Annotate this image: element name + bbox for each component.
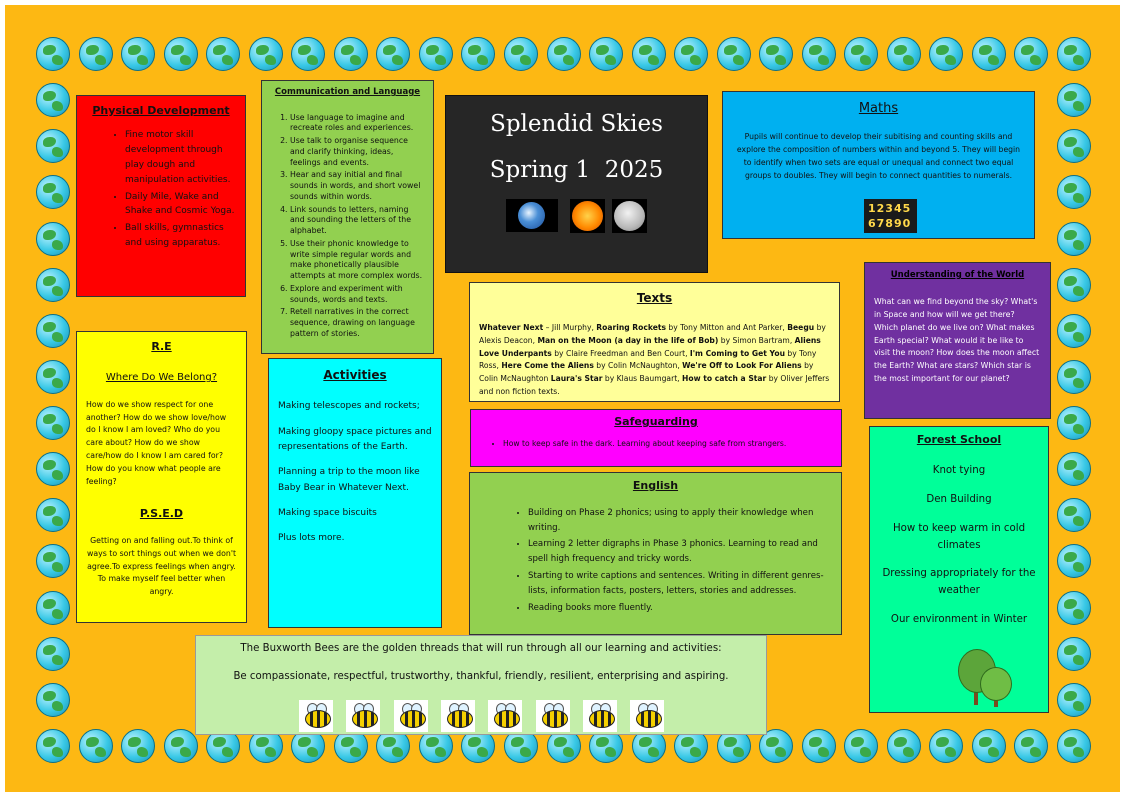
book-detail: by Klaus Baumgart,	[602, 374, 683, 384]
communication-list	[270, 113, 425, 340]
maths-box	[722, 91, 1035, 239]
globe-icon	[1057, 129, 1091, 163]
tree-icon	[950, 649, 1016, 709]
english-title: English	[632, 479, 679, 492]
bee-icon	[583, 700, 617, 732]
list-item: Plus lots more.	[278, 533, 345, 544]
globe-icon	[1057, 360, 1091, 394]
page-subtitle: Spring 1 2025	[489, 157, 664, 184]
globe-icon	[1057, 268, 1091, 302]
re-text: How do we show respect for one another? How do we show love/how do I know I am loved? Who do you care about? How do we show care/how do I know I am cared for? How do you know what people are feeling?	[86, 399, 227, 486]
physical-development-box	[76, 95, 246, 297]
globe-icon	[1014, 729, 1048, 763]
forest-title: Forest School	[916, 433, 1002, 446]
globe-icon	[1057, 222, 1091, 256]
globe-icon	[36, 452, 70, 486]
communication-box	[261, 80, 434, 354]
list-item: Making gloopy space pictures and representations of the Earth.	[278, 426, 432, 452]
globe-icon	[121, 37, 155, 71]
safeguarding-list	[481, 439, 831, 450]
globe-icon	[972, 729, 1006, 763]
globe-icon	[36, 129, 70, 163]
texts-list	[479, 322, 830, 399]
book-title: Aliens Love Underpants	[479, 335, 821, 358]
psed-text: Getting on and falling out.To think of ways to sort things out when we don't agree.To express feelings when angry. To make myself feel better when angry.	[86, 535, 237, 597]
globe-icon	[589, 37, 623, 71]
globe-icon	[1057, 83, 1091, 117]
book-title: Beegu	[787, 323, 815, 333]
bee-icon	[441, 700, 475, 732]
book-title: We're Off to Look For Aliens	[682, 361, 802, 371]
globe-icon	[929, 729, 963, 763]
list-item: 1. Use language to imagine and recreate roles and experiences.	[290, 113, 425, 135]
earth-image	[506, 199, 558, 232]
list-item: • Starting to write captions and sentences. Writing in different genres- lists, information facts, posters, letters, stories and addresses.	[528, 569, 829, 599]
book-title: Man on the Moon (a day in the life of Bob)	[537, 335, 719, 345]
list-item: • Daily Mile, Wake and Shake and Cosmic Yoga.	[125, 190, 235, 220]
globe-icon	[36, 729, 70, 763]
globe-icon	[36, 591, 70, 625]
book-detail: by Colin McNaughton	[479, 361, 814, 384]
list-item: Making space biscuits	[278, 507, 377, 518]
bees-box	[195, 635, 767, 735]
globe-icon	[164, 37, 198, 71]
safeguarding-title: Safeguarding	[614, 415, 698, 428]
book-title: I'm Coming to Get You	[689, 348, 785, 358]
globe-icon	[1057, 498, 1091, 532]
globe-icon	[36, 544, 70, 578]
globe-icon	[79, 729, 113, 763]
physical-list	[87, 128, 235, 251]
bees-line2: Be compassionate, respectful, trustworthy, thankful, friendly, resilient, enterprising and aspiring.	[233, 671, 729, 683]
texts-title: Texts	[636, 291, 673, 305]
globe-icon	[887, 37, 921, 71]
book-detail: by Alexis Deacon,	[479, 323, 826, 345]
list-item: Making telescopes and rockets;	[278, 401, 420, 412]
forest-school-box	[869, 426, 1049, 713]
page-title: Splendid Skies	[490, 111, 663, 137]
world-title: Understanding of the World	[890, 270, 1025, 280]
globe-icon	[632, 37, 666, 71]
sun-image	[570, 199, 605, 233]
list-item: 7. Retell narratives in the correct sequence, drawing on language pattern of stories.	[290, 307, 425, 339]
list-item: 2. Use talk to organise sequence and clarify thinking, ideas, feelings and events.	[290, 136, 425, 168]
globe-icon	[759, 37, 793, 71]
globe-icon	[844, 37, 878, 71]
globe-icon	[1057, 729, 1091, 763]
list-item: Planning a trip to the moon like Baby Bear in Whatever Next.	[278, 467, 420, 493]
globe-icon	[249, 37, 283, 71]
list-item: • Learning 2 letter digraphs in Phase 3 phonics. Learning to read and spell high frequency and tricky words.	[528, 537, 829, 567]
numbers-image: 1234567890	[864, 199, 917, 233]
safeguarding-box	[470, 409, 842, 467]
list-item: 3. Hear and say initial and final sounds in words, and short vowel sounds within words.	[290, 170, 425, 202]
globe-icon	[36, 83, 70, 117]
globe-icon	[419, 37, 453, 71]
globe-icon	[717, 37, 751, 71]
book-title: Here Come the Aliens	[501, 361, 594, 371]
globe-icon	[929, 37, 963, 71]
bees-line1: The Buxworth Bees are the golden threads that will run through all our learning and activities:	[240, 643, 722, 654]
list-item: • Fine motor skill development through play dough and manipulation activities.	[125, 128, 235, 187]
globe-icon	[206, 37, 240, 71]
globe-icon	[1014, 37, 1048, 71]
maths-title: Maths	[858, 101, 899, 116]
globe-icon	[547, 37, 581, 71]
physical-title: Physical Development	[92, 104, 230, 117]
list-item: How to keep warm in cold climates	[892, 522, 1026, 551]
globe-icon	[972, 37, 1006, 71]
bee-icon	[488, 700, 522, 732]
globe-icon	[1057, 314, 1091, 348]
list-item: • Building on Phase 2 phonics; using to apply their knowledge when writing.	[528, 506, 829, 536]
globe-icon	[1057, 37, 1091, 71]
list-item: Den Building	[926, 493, 992, 505]
globe-icon	[1057, 544, 1091, 578]
moon-image	[612, 199, 647, 233]
book-detail: by Simon Bartram,	[718, 335, 795, 345]
activities-box	[268, 358, 442, 628]
book-detail: by Oliver Jeffers and non fiction texts.	[479, 374, 830, 396]
globe-icon	[1057, 591, 1091, 625]
english-box	[469, 472, 842, 635]
globe-icon	[79, 37, 113, 71]
globe-icon	[36, 406, 70, 440]
book-title: How to catch a Star	[682, 374, 767, 384]
globe-icon	[504, 37, 538, 71]
list-item: 5. Use their phonic knowledge to write simple regular words and make phonetically plausible attempts at more complex words.	[290, 239, 425, 282]
globe-icon	[376, 37, 410, 71]
space-images	[506, 199, 656, 233]
book-detail: by Claire Freedman and Ben Court,	[551, 348, 690, 358]
maths-text: Pupils will continue to develop their subitising and counting skills and explore the composition of numbers within and beyond 5. They will begin to identify when two sets are equal or unequal and connect two equal groups to doubles. They will begin to connect quantities to numerals.	[736, 132, 1021, 180]
globe-icon	[121, 729, 155, 763]
list-item: Our environment in Winter	[890, 614, 1028, 626]
globe-icon	[461, 37, 495, 71]
list-item: 6. Explore and experiment with sounds, words and texts.	[290, 284, 425, 306]
bee-icon	[630, 700, 664, 732]
globe-icon	[36, 268, 70, 302]
book-title: Laura's Star	[550, 374, 603, 384]
globe-icon	[1057, 406, 1091, 440]
globe-icon	[802, 729, 836, 763]
globe-icon	[36, 37, 70, 71]
book-detail: by Tony Ross,	[479, 348, 817, 371]
globe-icon	[1057, 683, 1091, 717]
book-title: Whatever Next	[479, 323, 544, 333]
globe-icon	[36, 637, 70, 671]
list-item: • Reading books more fluently.	[528, 601, 829, 616]
book-detail: by Colin McNaughton,	[593, 361, 683, 371]
globe-icon	[1057, 175, 1091, 209]
texts-box	[469, 282, 840, 402]
globe-icon	[36, 222, 70, 256]
globe-icon	[36, 683, 70, 717]
communication-title: Communication and Language	[274, 87, 421, 97]
bee-icon	[394, 700, 428, 732]
psed-title: P.S.E.D	[139, 506, 184, 520]
globe-icon	[802, 37, 836, 71]
re-title: R.E	[151, 340, 172, 353]
header-box	[445, 95, 708, 273]
globe-icon	[36, 360, 70, 394]
list-item: • How to keep safe in the dark. Learning about keeping safe from strangers.	[503, 439, 831, 450]
book-detail: by Tony Mitton and Ant Parker,	[666, 323, 788, 333]
globe-icon	[674, 37, 708, 71]
re-subtitle: Where Do We Belong?	[105, 372, 218, 384]
world-text: What can we find beyond the sky? What's in Space and how will we get there? Which planet do we live on? What makes Earth special? What would it be like to visit the moon? How does the moon affect the Earth? What are stars? Which star is the most important for our planet?	[874, 297, 1040, 384]
bee-icon	[536, 700, 570, 732]
globe-icon	[1057, 452, 1091, 486]
globe-icon	[887, 729, 921, 763]
english-list	[482, 506, 829, 615]
globe-icon	[36, 314, 70, 348]
re-psed-box	[76, 331, 247, 623]
bee-icon	[299, 700, 333, 732]
book-title: Roaring Rockets	[596, 323, 667, 333]
book-detail: – Jill Murphy,	[543, 323, 597, 333]
globe-icon	[164, 729, 198, 763]
world-box	[864, 262, 1051, 419]
activities-title: Activities	[323, 368, 387, 382]
globe-icon	[334, 37, 368, 71]
globe-icon	[844, 729, 878, 763]
globe-icon	[36, 175, 70, 209]
list-item: Knot tying	[932, 465, 986, 477]
globe-icon	[1057, 637, 1091, 671]
list-item: 4. Link sounds to letters, naming and sounding the letters of the alphabet.	[290, 205, 425, 237]
bee-icon	[346, 700, 380, 732]
globe-icon	[36, 498, 70, 532]
globe-icon	[291, 37, 325, 71]
list-item: Dressing appropriately for the weather	[882, 568, 1036, 597]
list-item: • Ball skills, gymnastics and using apparatus.	[125, 221, 235, 251]
